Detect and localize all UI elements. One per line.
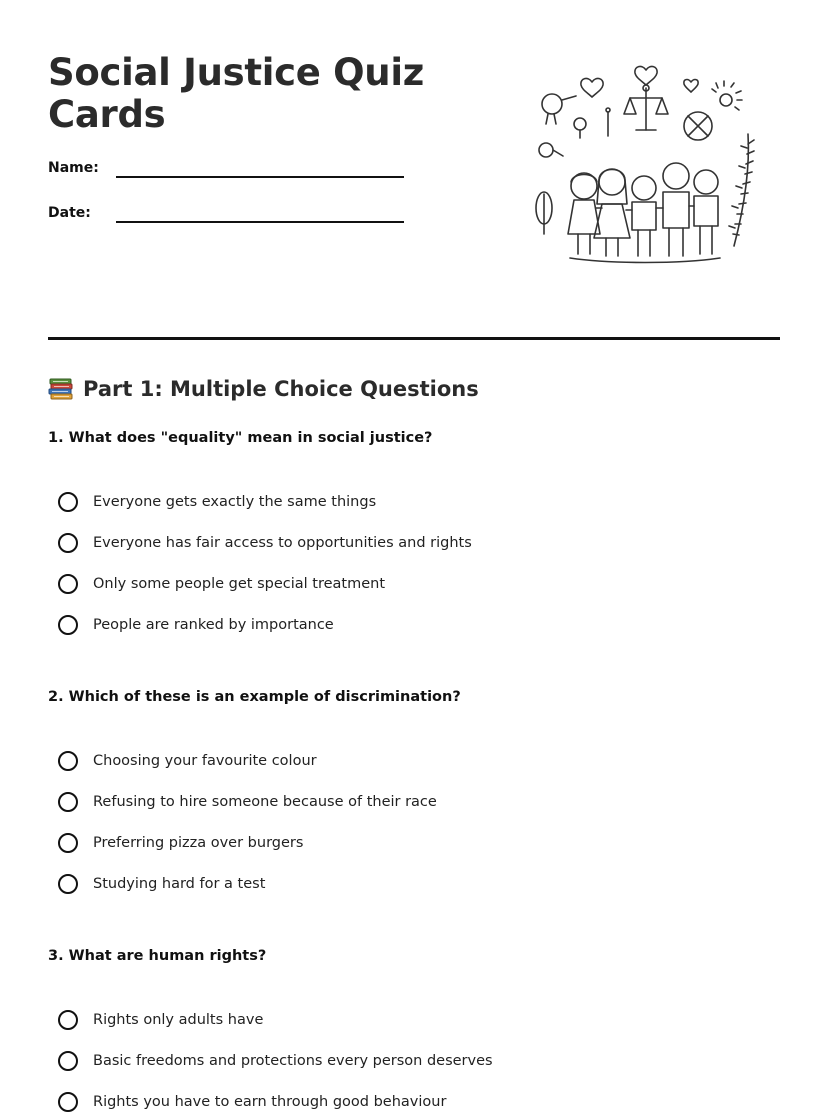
option-label: Refusing to hire someone because of their race	[93, 793, 437, 810]
option-row[interactable]	[58, 781, 778, 822]
option-label: Rights you have to earn through good behaviour	[93, 1093, 447, 1110]
option-label: Rights only adults have	[93, 1011, 264, 1028]
option-row[interactable]	[58, 563, 778, 604]
leaf-icon	[536, 192, 552, 234]
heart-icon	[581, 78, 603, 97]
radio-button[interactable]	[58, 833, 78, 853]
bird-icon	[542, 94, 576, 124]
option-row[interactable]	[58, 999, 778, 1040]
name-line[interactable]	[116, 176, 404, 178]
option-label: Basic freedoms and protections every person deserves	[93, 1052, 493, 1069]
radio-button[interactable]	[58, 751, 78, 771]
page-title: Social Justice Quiz Cards	[48, 51, 424, 136]
radio-button[interactable]	[58, 533, 78, 553]
option-label: Everyone gets exactly the same things	[93, 493, 377, 510]
scales-icon	[624, 85, 668, 130]
leaf-branch-icon	[729, 134, 754, 246]
section-title: Part 1: Multiple Choice Questions	[83, 377, 479, 401]
sun-icon	[712, 81, 742, 110]
radio-button[interactable]	[58, 792, 78, 812]
bird-icon	[539, 143, 563, 157]
date-field[interactable]	[48, 205, 408, 229]
option-row[interactable]	[58, 822, 778, 863]
options-list	[58, 740, 778, 904]
radio-button[interactable]	[58, 574, 78, 594]
section-header	[48, 374, 479, 404]
option-label: Everyone has fair access to opportunities and rights	[93, 534, 472, 551]
question-card	[48, 428, 788, 633]
globe-icon	[684, 112, 712, 140]
option-row[interactable]	[58, 604, 778, 645]
section-divider	[48, 337, 780, 340]
date-label: Date:	[48, 205, 91, 221]
children-holding-hands-illustration	[526, 58, 770, 272]
radio-button[interactable]	[58, 1051, 78, 1071]
radio-button[interactable]	[58, 874, 78, 894]
option-label: People are ranked by importance	[93, 616, 334, 633]
option-label: Only some people get special treatment	[93, 575, 386, 592]
date-line[interactable]	[116, 221, 404, 223]
lamp-icon	[574, 108, 610, 138]
question-card	[48, 946, 788, 1110]
options-list	[58, 481, 778, 645]
question-card	[48, 687, 788, 892]
option-row[interactable]	[58, 863, 778, 904]
heart-icon	[684, 80, 698, 92]
option-label: Choosing your favourite colour	[93, 752, 317, 769]
question-text: 3. What are human rights?	[48, 948, 267, 964]
books-icon	[48, 376, 75, 402]
heart-icon	[635, 66, 657, 85]
radio-button[interactable]	[58, 492, 78, 512]
option-row[interactable]	[58, 740, 778, 781]
option-label: Studying hard for a test	[93, 875, 266, 892]
children-group-icon	[568, 163, 720, 263]
option-label: Preferring pizza over burgers	[93, 834, 304, 851]
question-text: 1. What does "equality" mean in social justice?	[48, 430, 433, 446]
radio-button[interactable]	[58, 1010, 78, 1030]
option-row[interactable]	[58, 1081, 778, 1118]
question-text: 2. Which of these is an example of discrimination?	[48, 689, 461, 705]
option-row[interactable]	[58, 1040, 778, 1081]
radio-button[interactable]	[58, 615, 78, 635]
name-label: Name:	[48, 160, 99, 176]
radio-button[interactable]	[58, 1092, 78, 1112]
option-row[interactable]	[58, 481, 778, 522]
name-field[interactable]	[48, 160, 408, 184]
options-list	[58, 999, 778, 1118]
option-row[interactable]	[58, 522, 778, 563]
